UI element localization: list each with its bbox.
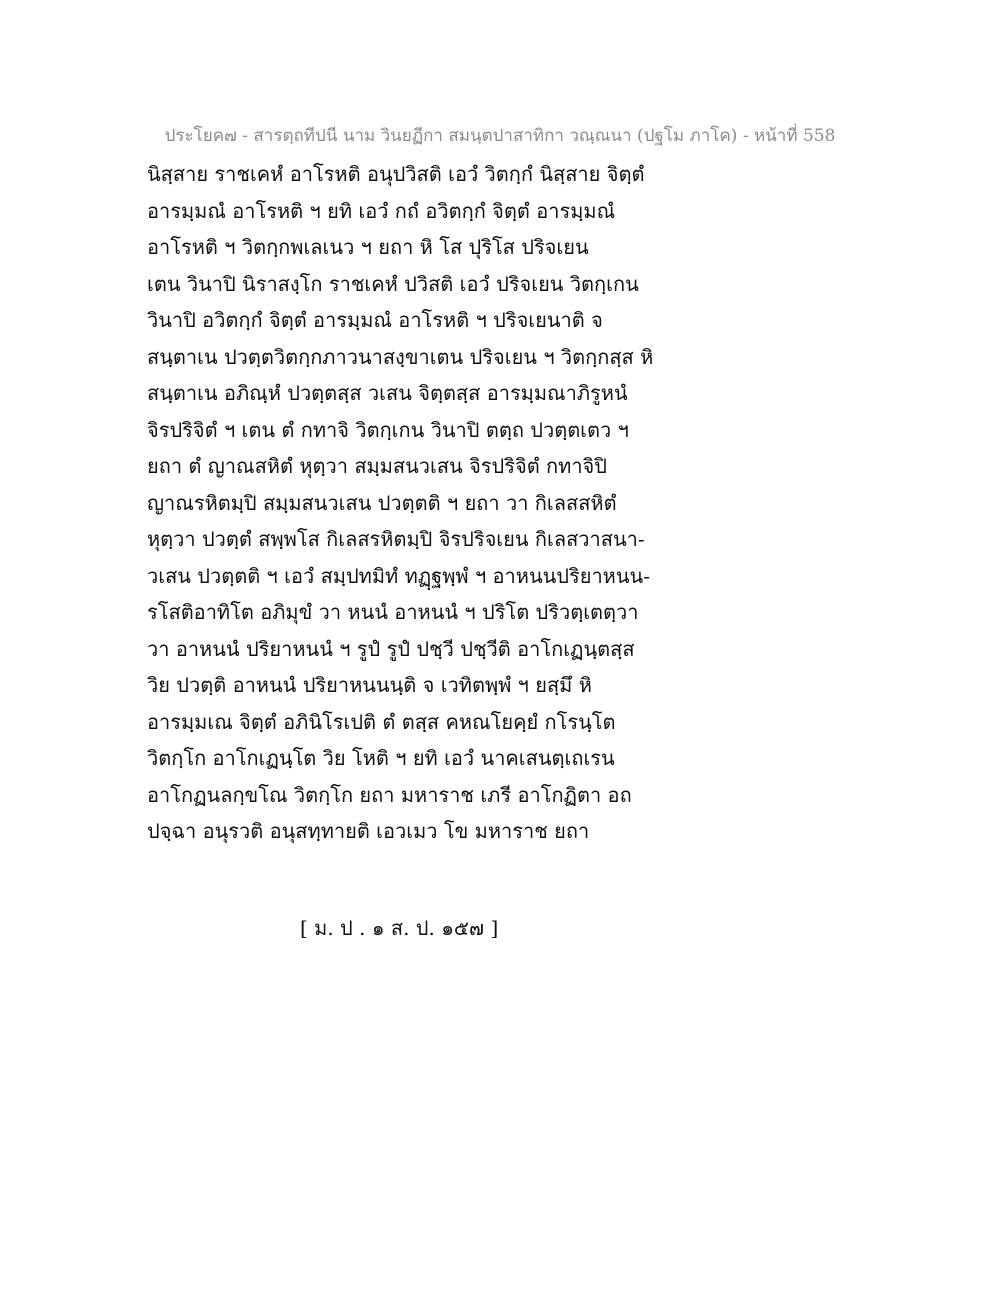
text-line: อาโรหติ ฯ วิตกฺกพเลเนว ฯ ยถา หิ โส ปุริโส ปริจเยน bbox=[147, 235, 589, 259]
text-line: จิรปริจิตํ ฯ เตน ตํ กทาจิ วิตกฺเกน วินาปิ ตตฺถ ปวตฺตเตว ฯ bbox=[147, 417, 629, 442]
text-line: ยถา ตํ ญาณสหิตํ หุตฺวา สมฺมสนวเสน จิรปริจิตํ กทาจิปิ bbox=[147, 454, 607, 478]
text-line: ญาณรหิตมฺปิ สมฺมสนวเสน ปวตฺตติ ฯ ยถา วา กิเลสสหิตํ bbox=[147, 490, 617, 515]
text-line: อารมฺมเณ จิตฺตํ อภินิโรเปติ ตํ ตสฺส คหณโยคฺยํ กโรนฺโต bbox=[147, 709, 616, 734]
text-line: นิสฺสาย ราชเคหํ อาโรหติ อนุปวิสติ เอวํ วิตกฺกํ นิสฺสาย จิตฺตํ bbox=[147, 162, 645, 186]
text-line: สนฺตาเน ปวตฺตวิตกฺกภาวนาสงฺขาเตน ปริจเยน ฯ วิตกฺกสฺส หิ bbox=[147, 344, 654, 369]
citation-reference: [ ม. ป . ๑ ส. ป. ๑๕๗ ] bbox=[300, 916, 499, 940]
text-line: ปจฺฉา อนุรวติ อนุสทฺทายติ เอวเมว โข มหาราช ยถา bbox=[147, 819, 590, 843]
text-line: อารมฺมณํ อาโรหติ ฯ ยทิ เอวํ กถํ อวิตกฺกํ จิตฺตํ อารมฺมณํ bbox=[147, 198, 616, 223]
text-line: วินาปิ อวิตกฺกํ จิตฺตํ อารมฺมณํ อาโรหติ ฯ ปริจเยนาติ จ bbox=[147, 308, 603, 332]
text-line: หุตฺวา ปวตฺตํ สพฺพโส กิเลสรหิตมฺปิ จิรปริจเยน กิเลสวาสนา- bbox=[147, 527, 645, 551]
text-line: อาโกฏนลกฺขโณ วิตกฺโก ยถา มหาราช เภรี อาโกฏิตา อถ bbox=[147, 782, 632, 807]
text-line: เตน วินาปิ นิราสงฺโก ราชเคหํ ปวิสติ เอวํ ปริจเยน วิตกฺเกน bbox=[147, 271, 639, 296]
text-line: วิย ปวตฺติ อาหนนํ ปริยาหนนนฺติ จ เวทิตพฺพํ ฯ ยสฺมึ หิ bbox=[147, 673, 592, 697]
body-text bbox=[147, 156, 667, 850]
text-line: วเสน ปวตฺตติ ฯ เอวํ สมฺปทมิทํ ทฏฺฐพฺพํ ฯ อาหนนปริยาหนน- bbox=[147, 563, 650, 588]
text-line: วิตกฺโก อาโกเฏนฺโต วิย โหติ ฯ ยทิ เอวํ นาคเสนตฺเถเรน bbox=[147, 746, 615, 770]
page-header: ประโยค๗ - สารตฺถทีปนี นาม วินยฏีกา สมนฺตปาสาทิกา วณฺณนา (ปฐโม ภาโค) - หน้าที่ 558 bbox=[164, 126, 836, 146]
text-line: รโสติอาทิโต อภิมุขํ วา หนนํ อาหนนํ ฯ ปริโต ปริวตฺเตตฺวา bbox=[147, 600, 639, 624]
text-line: วา อาหนนํ ปริยาหนนํ ฯ รูปํ รูปํ ปชฺวี ปชฺวีติ อาโกเฏนฺตสฺส bbox=[147, 636, 635, 661]
text-line: สนฺตาเน อภิณฺหํ ปวตฺตสฺส วเสน จิตฺตสฺส อารมฺมณาภิรูหนํ bbox=[147, 381, 628, 405]
